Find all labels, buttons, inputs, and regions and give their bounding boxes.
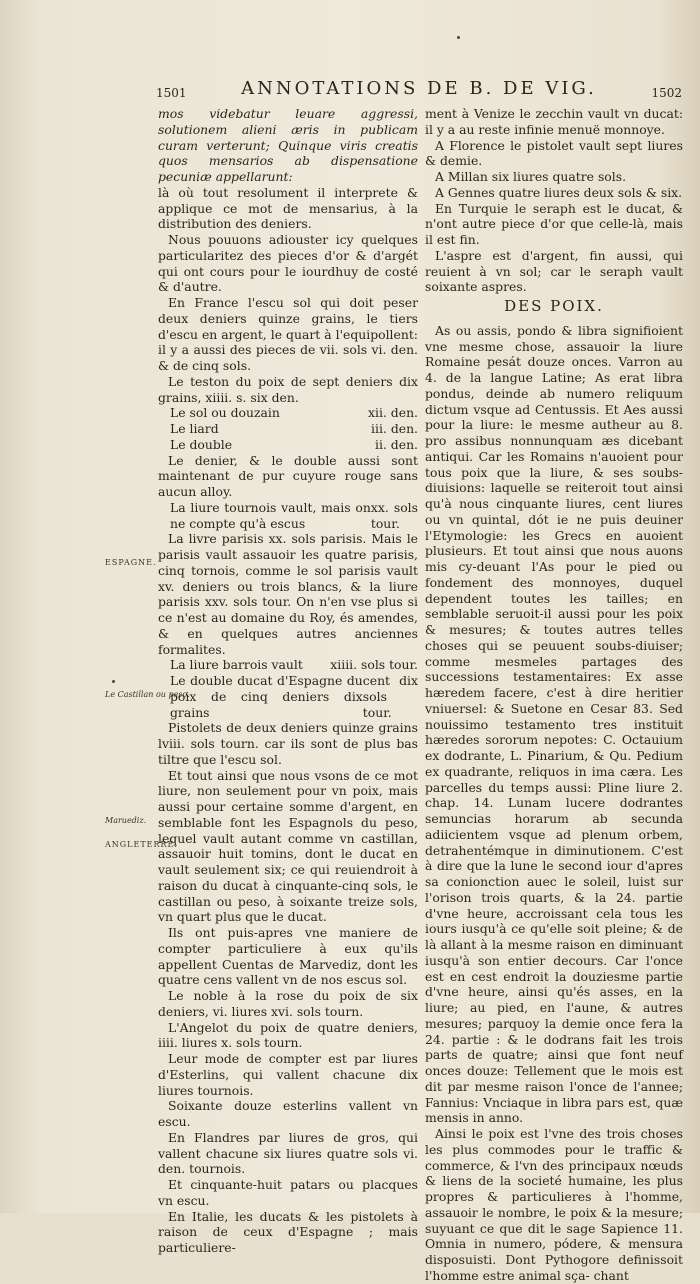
coin-value-row (158, 437, 418, 453)
paragraph: Ils ont puis-apres vne maniere de compter particuliere à eux qu'ils appellent Cuentas de Marvediz, dont les quatre cens vallent vn de nos escus sol. (158, 925, 418, 988)
paragraph: A Gennes quatre liures deux sols & six. (435, 184, 683, 200)
coin-name: Le double ducat d'Espagne du poix de cinq deniers dix grains (170, 673, 363, 720)
coin-name: Le double (170, 436, 233, 452)
left-text-column (158, 106, 418, 1256)
paragraph: ment à Venize le zecchin vault vn ducat: il y a au reste infinie menuë monnoye. (425, 106, 683, 137)
coin-name: Le liard (170, 421, 219, 436)
paragraph: Ainsi le poix est l'vne des trois choses les plus commodes pour le traffic & commerce, & l'vn des principaux nœuds & liens de la societé humaine, les plus propres & particulieres à l'homme, assauoir le nombre, le poix & la mesure; suyuant ce que dit le sage Sapience 11. Omnia in numero, pódere, & mensura disposuisti. Dont Pythogore definissoit l'homme estre animal sça- chant (425, 1126, 683, 1283)
paragraph: Pistolets de deux deniers quinze grains lviii. sols tourn. car ils sont de plus bas tiltre que l'escu sol. (158, 720, 418, 767)
page-number-right: 1502 (651, 86, 682, 100)
coin-name: La liure tournois vault, mais on ne compte qu'à escus (170, 499, 371, 531)
coin-value-row (158, 673, 418, 720)
paragraph: Nous pouuons adiouster icy quelques particularitez des pieces d'or & d'argét qui ont cours pour le iourdhuy de costé & d'autre. (158, 232, 418, 295)
coin-name: Le sol ou douzain (170, 405, 280, 421)
coin-value-row (158, 657, 418, 673)
paragraph: As ou assis, pondo & libra signifioient vne mesme chose, assauoir la liure Romaine pesát douze onces. Varron au 4. de la langue Latine; As erat libra pondus, deinde ab numero reliquum dictum vsque ad Centussis. Et Aes aussi pour la liure: le mesme autheur au 8. pro assibus nonnunquam æs dicebant antiqui. Car les Romains n'auoient pour tous poix que la liure, & ses soubs-diuisions: laquelle se reiteroit tout ainsi qu'à nous cinquante liures, cent liures ou vn quintal, dót ie ne puis deuiner l'Etymologie: les Grecs en auoient plusieurs. Et tout ainsi que nous auons mis cy-deuant l'As pour le pied ou fondement des monnoyes, duquel dependent toutes les tailles; en semblable seruoit-il aussi pour les poix & mesures; & toutes autres telles choses qui se peuuent soubs-diuiser; comme mesmeles partages des successions testamentaires: Ex asse hæredem facere, c'est à dire heritier vniuersel: & Suetone en Cesar 83. Sed nouissimo testamento tres instituit hæredes sororum nepotes: C. Octauium ex dodrante, L. Pinarium, & Qu. Pedium ex quadrante, reliquos in ima cæra. Les parcelles du temps aussi: Pline liure 2. chap. 14. Lunam lucere dodrantes semuncias horarum ab secunda adiicientem vsque ad plenum orbem, detrahentémque in diminutionem. C'est à dire que la lune le second iour d'apres sa conionction auec le soleil, luist sur l'orison trois quarts, & la 24. partie d'vne heure, accroissant cela tous les iours iusqu'à ce qu'elle soit pleine; & de là allant à la mesme raison en diminuant iusqu'à son entier decours. Car l'once est en cest endroit la douziesme partie d'vne heure, ainsi qu'és asses, en la liure; au pied, en l'aune, & autres mesures; parquoy la demie once fera la 24. partie : & le dodrans fait les trois parts de quatre; ainsi que font neuf onces douze: Tellement que le mois est dit par mesme raison l'once de l'annee; Fannius: Vnciaque in libra pars est, quæ mensis in anno. (425, 322, 683, 1126)
paragraph: La livre parisis xx. sols parisis. Mais le parisis vault assauoir les quatre parisis, cinq tornois, comme le sol parisis vault xv. deniers ou trois blancs, & la liure parisis xxv. sols tour. On n'en vse plus si ce n'est au domaine du Roy, és amendes, & en quelques autres anciennes formalites. (158, 531, 418, 657)
running-title: ANNOTATIONS DE B. DE VIG. (241, 78, 597, 99)
paragraph: Le teston du poix de sept deniers dix grains, xiiii. s. six den. (158, 373, 418, 405)
coin-value: ii. den. (375, 436, 418, 452)
paragraph: L'aspre est d'argent, fin aussi, qui reuient à vn sol; car le seraph vault soixante aspres. (425, 247, 683, 295)
coin-value: cent dix sols tour. (362, 673, 418, 720)
paragraph: Le noble à la rose du poix de six deniers, vi. liures xvi. sols tourn. (158, 988, 418, 1019)
running-header (150, 78, 690, 102)
ink-spot (112, 680, 115, 683)
right-text-column (425, 106, 683, 1284)
coin-value-row (158, 405, 418, 421)
margin-note-marvediz: Maruediz. (105, 816, 147, 825)
coin-value-row (158, 421, 418, 437)
paragraph: En Italie, les ducats & les pistolets à raison de ceux d'Espagne ; mais particuliere- (158, 1208, 418, 1255)
paragraph: En Flandres par liures de gros, qui vallent chacune six liures quatre sols vi. den. tournois. (158, 1129, 418, 1177)
margin-note-angleterre: ANGLETERRE. (105, 840, 178, 849)
section-heading: DES POIX. (504, 297, 604, 315)
paragraph: L'Angelot du poix de quatre deniers, iiii. liures x. sols tourn. (158, 1019, 418, 1051)
paragraph: A Florence le pistolet vault sept liures & demie. (425, 137, 683, 169)
coin-value-row (158, 500, 418, 532)
paragraph: En Turquie le seraph est le ducat, & n'ont autre piece d'or que celle-là, mais il est fin. (425, 200, 683, 247)
page-number-left: 1501 (156, 86, 187, 100)
latin-quote: mos videbatur leuare aggressi, solutionem alieni æris in publicam curam verterunt; Quinque viris creatis quos mensarios ab dispensatione pecuniæ appellarunt: (158, 106, 418, 184)
margin-note-espagne: ESPAGNE. (105, 558, 157, 567)
ink-spot (457, 36, 460, 39)
paragraph: Et cinquante-huit patars ou placques vn escu. (158, 1177, 418, 1208)
margin-note-castillan: Le Castillan ou peso. (105, 690, 190, 699)
coin-value: xii. den. (368, 405, 418, 421)
paragraph: Leur mode de compter est par liures d'Esterlins, qui vallent chacune dix liures tournois. (158, 1051, 418, 1098)
paragraph: Le denier, & le double aussi sont maintenant de pur cuyure rouge sans aucun alloy. (158, 452, 418, 499)
paragraph: A Millan six liures quatre sols. (435, 169, 627, 184)
paragraph: Soixante douze esterlins vallent vn escu. (158, 1098, 418, 1129)
paragraph: Et tout ainsi que nous vsons de ce mot liure, non seulement pour vn poix, mais aussi pour certaine somme d'argent, en semblable font les Espagnols du peso, lequel vault autant comme vn castillan, assauoir huit tomins, dont le ducat en vault seulement six; ce qui reuiendroit à raison du ducat à cinquante-cinq sols, le castillan ou peso, à soixante treize sols, vn quart plus que le ducat. (158, 767, 418, 925)
paragraph: En France l'escu sol qui doit peser deux deniers quinze grains, le tiers d'escu en argent, le quart à l'equipollent: il y a aussi des pieces de vii. sols vi. den. & de cinq sols. (158, 295, 418, 373)
coin-name: La liure barrois vault (170, 657, 303, 673)
coin-value: xx. sols tour. (370, 499, 418, 531)
coin-value: xiiii. sols tour. (330, 657, 418, 673)
coin-value: iii. den. (371, 421, 418, 436)
paragraph: là où tout resolument il interprete & applique ce mot de mensarius, à la distribution des deniers. (158, 184, 418, 232)
